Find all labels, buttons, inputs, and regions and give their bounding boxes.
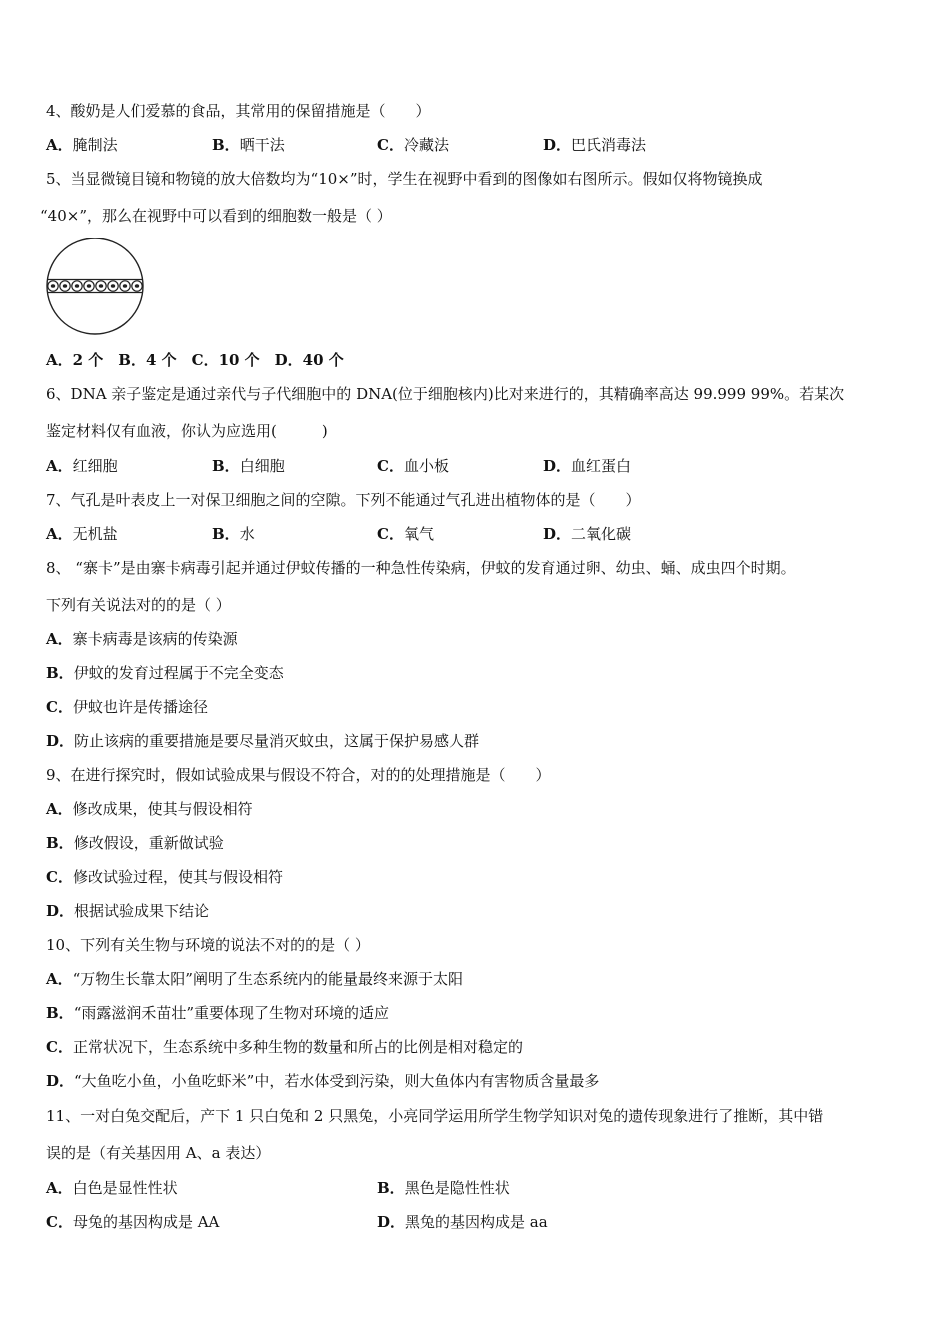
option-text: 巴氏消毒法 — [571, 136, 647, 154]
option-text: 母兔的基因构成是 AA — [72, 1213, 220, 1231]
microscope-field-figure — [44, 238, 148, 336]
cell-nucleus — [123, 284, 127, 288]
option-text: 黑兔的基因构成是 aa — [405, 1213, 548, 1231]
option-label: B． — [212, 136, 240, 154]
option-label: D． — [46, 1072, 75, 1090]
q8-stem-line1: 8、 “寨卡”是由寨卡病毒引起并通过伊蚊传播的一种急性传染病，伊蚊的发育通过卵、幼虫、蛹、成虫四个时期。 — [46, 559, 796, 577]
q5-options: A．2 个 B．4 个 C．10 个 D．40 个 — [46, 351, 344, 369]
option-label: A． — [46, 800, 73, 818]
q8-stem-line2: 下列有关说法对的的是（ ） — [46, 596, 231, 614]
option-text: 白色是显性性状 — [72, 1179, 178, 1197]
option-label: C． — [46, 1038, 73, 1056]
q7-option-c — [377, 524, 434, 544]
option-text: “雨露滋润禾苗壮”重要体现了生物对环境的适应 — [73, 1004, 390, 1022]
option-label: A． — [46, 1179, 73, 1197]
option-label: C． — [377, 457, 404, 475]
option-text: 血红蛋白 — [571, 457, 632, 475]
option-text: 二氧化碳 — [571, 525, 632, 543]
q4-option-b — [212, 135, 285, 155]
option-label: B． — [46, 664, 74, 682]
option-text: 红细胞 — [72, 457, 118, 475]
q6-option-d — [543, 456, 631, 476]
option-text: 修改假设，重新做试验 — [73, 834, 224, 852]
q11-option-a — [46, 1178, 178, 1198]
option-label: D． — [543, 457, 572, 475]
q9-option-a — [46, 799, 253, 819]
option-label: C． — [46, 698, 73, 716]
q9-stem: 9、在进行探究时，假如试验成果与假设不符合，对的的处理措施是（ ） — [46, 766, 551, 784]
option-text: 伊蚊也许是传播途径 — [72, 698, 208, 716]
q10-option-a — [46, 969, 463, 989]
q11-stem-line1: 11、一对白兔交配后，产下 1 只白兔和 2 只黑兔，小亮同学运用所学生物学知识对兔的遗传现象进行了推断，其中错 — [46, 1107, 824, 1125]
option-label: C． — [377, 136, 404, 154]
option-label: D． — [46, 902, 75, 920]
cell-row — [48, 281, 142, 291]
cell-nucleus — [135, 284, 139, 288]
option-text: 白细胞 — [239, 457, 285, 475]
option-label: B． — [212, 457, 240, 475]
option-text: 修改试验过程，使其与假设相符 — [72, 868, 283, 886]
q11-stem-line2: 误的是（有关基因用 A、a 表达） — [46, 1144, 271, 1162]
option-label: A． — [46, 970, 73, 988]
option-text: 无机盐 — [72, 525, 118, 543]
option-text: 血小板 — [403, 457, 449, 475]
option-label: C． — [377, 525, 404, 543]
option-text: 防止该病的重要措施是要尽量消灭蚊虫，这属于保护易感人群 — [74, 732, 480, 750]
q5-stem-line2: “40×”，那么在视野中可以看到的细胞数一般是（ ） — [40, 207, 392, 225]
q11-option-c — [46, 1212, 219, 1232]
q7-option-b — [212, 524, 255, 544]
q9-option-c — [46, 867, 283, 887]
q7-stem: 7、气孔是叶表皮上一对保卫细胞之间的空隙。下列不能通过气孔进出植物体的是（ ） — [46, 491, 641, 509]
option-label: B． — [46, 1004, 74, 1022]
q4-option-d — [543, 135, 646, 155]
q10-option-d — [46, 1071, 599, 1091]
q8-option-b — [46, 663, 284, 683]
option-text: 晒干法 — [239, 136, 285, 154]
cell-nucleus — [51, 284, 55, 288]
option-text: 根据试验成果下结论 — [74, 902, 210, 920]
q8-option-a — [46, 629, 238, 649]
option-text: “万物生长靠太阳”阐明了生态系统内的能量最终来源于太阳 — [72, 970, 463, 988]
cell-nucleus — [87, 284, 91, 288]
option-text: “大鱼吃小鱼，小鱼吃虾米”中，若水体受到污染，则大鱼体内有害物质含量最多 — [74, 1072, 600, 1090]
q4-stem: 4、酸奶是人们爱慕的食品，其常用的保留措施是（ ） — [46, 102, 431, 120]
option-text: 水 — [239, 525, 255, 543]
option-label: A． — [46, 457, 73, 475]
q6-option-c — [377, 456, 449, 476]
q4-option-c — [377, 135, 449, 155]
q8-option-c — [46, 697, 208, 717]
option-text: 黑色是隐性性状 — [404, 1179, 510, 1197]
q11-option-b — [377, 1178, 510, 1198]
option-text: 腌制法 — [72, 136, 118, 154]
option-text: 正常状况下，生态系统中多种生物的数量和所占的比例是相对稳定的 — [72, 1038, 523, 1056]
cell-nucleus — [111, 284, 115, 288]
option-label: A． — [46, 630, 73, 648]
q10-stem: 10、下列有关生物与环境的说法不对的的是（ ） — [46, 936, 370, 954]
option-label: D． — [543, 525, 572, 543]
option-label: B． — [377, 1179, 405, 1197]
q6-stem-line2: 鉴定材料仅有血液，你认为应选用( ) — [46, 422, 328, 440]
q6-option-b — [212, 456, 285, 476]
option-text: 冷藏法 — [403, 136, 449, 154]
option-label: B． — [212, 525, 240, 543]
q10-option-b — [46, 1003, 389, 1023]
option-label: A． — [46, 136, 73, 154]
q7-option-d — [543, 524, 631, 544]
q11-option-d — [377, 1212, 548, 1232]
q6-option-a — [46, 456, 118, 476]
cell-nucleus — [99, 284, 103, 288]
q10-option-c — [46, 1037, 523, 1057]
cell-nucleus — [75, 284, 79, 288]
option-text: 修改成果，使其与假设相符 — [72, 800, 253, 818]
q9-option-b — [46, 833, 224, 853]
q9-option-d — [46, 901, 209, 921]
option-label: D． — [377, 1213, 406, 1231]
q8-option-d — [46, 731, 479, 751]
option-label: C． — [46, 868, 73, 886]
option-label: D． — [46, 732, 75, 750]
option-label: D． — [543, 136, 572, 154]
option-text: 伊蚊的发育过程属于不完全变态 — [73, 664, 284, 682]
option-text: 寨卡病毒是该病的传染源 — [72, 630, 238, 648]
option-label: C． — [46, 1213, 73, 1231]
q4-option-a — [46, 135, 118, 155]
q5-stem-line1: 5、当显微镜目镜和物镜的放大倍数均为“10×”时，学生在视野中看到的图像如右图所示。假如仅将物镜换成 — [46, 170, 763, 188]
option-label: B． — [46, 834, 74, 852]
option-label: A． — [46, 525, 73, 543]
option-text: 氧气 — [403, 525, 434, 543]
q7-option-a — [46, 524, 118, 544]
cell-nucleus — [63, 284, 67, 288]
q6-stem-line1: 6、DNA 亲子鉴定是通过亲代与子代细胞中的 DNA(位于细胞核内)比对来进行的，其精确率高达 99.999 99%。若某次 — [46, 385, 845, 403]
